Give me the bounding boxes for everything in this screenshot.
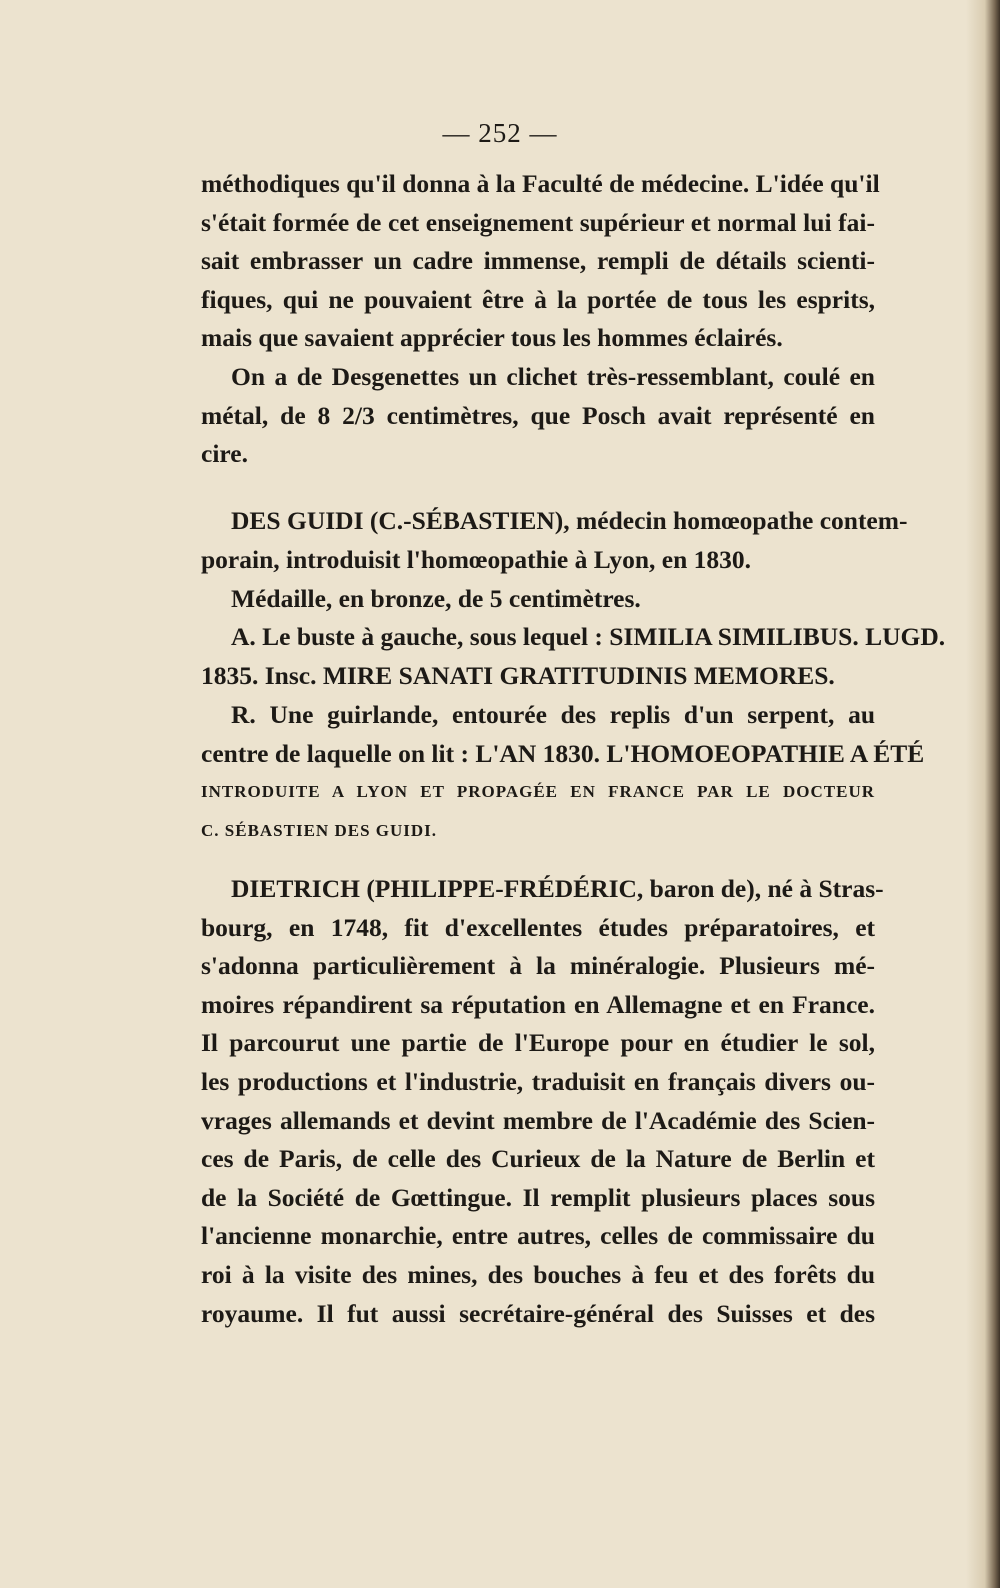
paragraph-reverse bbox=[201, 696, 925, 850]
paragraph-desgenettes-clichet bbox=[201, 358, 875, 474]
text-line: centre de laquelle on lit : L'AN 1830. L'HOMOEOPATHIE A ÉTÉ bbox=[201, 738, 925, 768]
text-line: R. Une guirlande, entourée des replis d'un serpent, au bbox=[231, 700, 875, 729]
text-line: bourg, en 1748, fit d'excellentes études préparatoires, et bbox=[201, 912, 875, 942]
text-line: ces de Paris, de celle des Curieux de la Nature de Berlin et bbox=[201, 1144, 875, 1174]
page-number: — 252 — bbox=[442, 118, 558, 148]
text-line: vrages allemands et devint membre de l'Académie des Scien- bbox=[201, 1105, 875, 1135]
text-line: l'ancienne monarchie, entre autres, celles de commissaire du bbox=[201, 1221, 875, 1251]
text-line: On a de Desgenettes un clichet très-ressemblant, coulé en bbox=[231, 362, 875, 391]
text-line: cire. bbox=[201, 439, 248, 469]
text-line: s'adonna particulièrement à la minéralogie. Plusieurs mé- bbox=[201, 951, 875, 981]
text-line: de la Société de Gœttingue. Il remplit plusieurs places sous bbox=[201, 1182, 875, 1212]
text-line: les productions et l'industrie, traduisit en français divers ou- bbox=[201, 1066, 875, 1096]
text-line: méthodiques qu'il donna à la Faculté de médecine. L'idée qu'il bbox=[201, 169, 880, 198]
text-line: INTRODUITE A LYON ET PROPAGÉE EN FRANCE PAR LE DOCTEUR bbox=[201, 782, 875, 802]
text-line: sait embrasser un cadre immense, rempli de détails scienti- bbox=[201, 246, 875, 276]
entry-heading-line: DIETRICH (PHILIPPE-FRÉDÉRIC, baron de), né à Stras- bbox=[231, 874, 884, 903]
text-line: C. SÉBASTIEN DES GUIDI. bbox=[201, 820, 438, 840]
paragraph-desgenettes-continued bbox=[201, 165, 880, 358]
entry-heading-line: DES GUIDI (C.-SÉBASTIEN), médecin homœopathe contem- bbox=[231, 506, 908, 535]
text-line: moires répandirent sa réputation en Allemagne et en France. bbox=[201, 989, 875, 1019]
text-line: Il parcourut une partie de l'Europe pour en étudier le sol, bbox=[201, 1028, 875, 1058]
text-line: mais que savaient apprécier tous les hommes éclairés. bbox=[201, 323, 783, 353]
paragraph-obverse bbox=[201, 618, 946, 695]
text-line: roi à la visite des mines, des bouches à feu et des forêts du bbox=[201, 1259, 875, 1289]
text-line: royaume. Il fut aussi secrétaire-général des Suisses et des bbox=[201, 1298, 875, 1328]
text-line: A. Le buste à gauche, sous lequel : SIMILIA SIMILIBUS. LUGD. bbox=[231, 622, 946, 651]
text-line: s'était formée de cet enseignement supérieur et normal lui fai- bbox=[201, 207, 875, 237]
text-line: porain, introduisit l'homœopathie à Lyon, en 1830. bbox=[201, 544, 752, 574]
text-line: Médaille, en bronze, de 5 centimètres. bbox=[231, 584, 641, 613]
entry-des-guidi bbox=[201, 502, 908, 579]
paragraph-medaille bbox=[201, 580, 875, 619]
page-edge-shadow bbox=[966, 0, 1000, 1588]
text-line: métal, de 8 2/3 centimètres, que Posch avait représenté en bbox=[201, 400, 875, 430]
entry-dietrich bbox=[201, 870, 884, 1333]
text-line: fiques, qui ne pouvaient être à la portée de tous les esprits, bbox=[201, 284, 875, 314]
text-line: 1835. Insc. MIRE SANATI GRATITUDINIS MEMORES. bbox=[201, 660, 835, 690]
